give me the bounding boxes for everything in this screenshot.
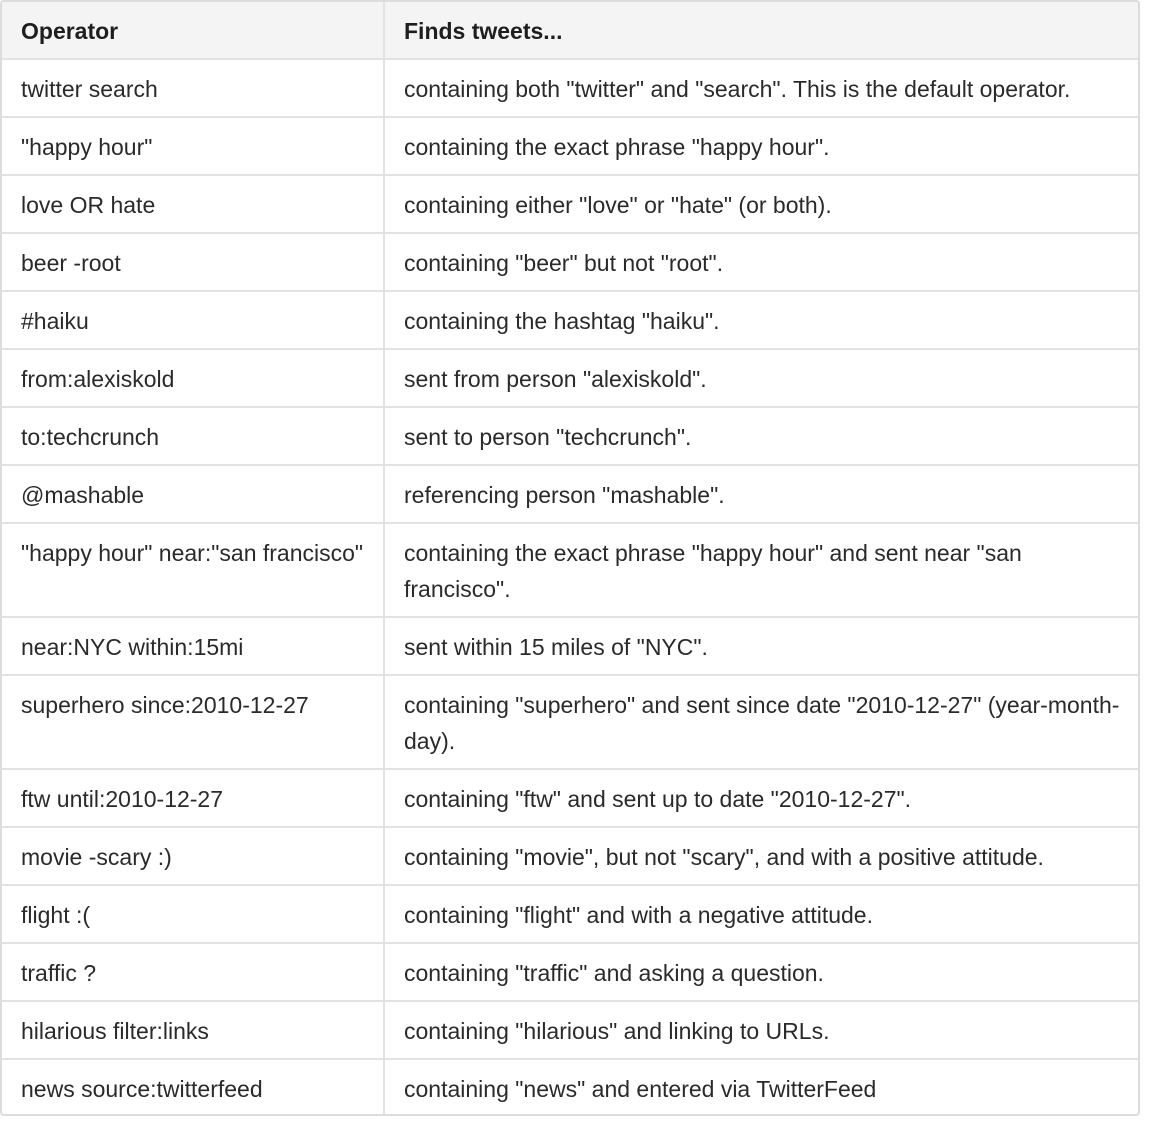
table-row xyxy=(2,1001,1138,1059)
table-row xyxy=(2,465,1138,523)
table-row xyxy=(2,943,1138,1001)
description-cell: containing either "love" or "hate" (or both). xyxy=(384,175,1138,233)
operator-cell: twitter search xyxy=(2,59,384,117)
operator-cell: @mashable xyxy=(2,465,384,523)
table-row xyxy=(2,769,1138,827)
table-body xyxy=(2,59,1138,1116)
table-header xyxy=(2,2,1138,59)
operator-cell: "happy hour" xyxy=(2,117,384,175)
operator-cell: hilarious filter:links xyxy=(2,1001,384,1059)
description-cell: containing "flight" and with a negative attitude. xyxy=(384,885,1138,943)
description-cell: sent to person "techcrunch". xyxy=(384,407,1138,465)
description-cell: containing the hashtag "haiku". xyxy=(384,291,1138,349)
table-row xyxy=(2,523,1138,617)
operator-cell: from:alexiskold xyxy=(2,349,384,407)
table-row xyxy=(2,59,1138,117)
table-row xyxy=(2,175,1138,233)
description-cell: containing "superhero" and sent since date "2010-12-27" (year-month-day). xyxy=(384,675,1138,769)
table-row xyxy=(2,407,1138,465)
header-row xyxy=(2,2,1138,59)
description-cell: referencing person "mashable". xyxy=(384,465,1138,523)
operator-cell: traffic ? xyxy=(2,943,384,1001)
operator-cell: movie -scary :) xyxy=(2,827,384,885)
operator-cell: to:techcrunch xyxy=(2,407,384,465)
header-operator: Operator xyxy=(2,2,384,59)
table-row xyxy=(2,291,1138,349)
description-cell: sent from person "alexiskold". xyxy=(384,349,1138,407)
description-cell: containing "movie", but not "scary", and with a positive attitude. xyxy=(384,827,1138,885)
table-row xyxy=(2,885,1138,943)
description-cell: containing "beer" but not "root". xyxy=(384,233,1138,291)
table-row xyxy=(2,349,1138,407)
description-cell: containing "hilarious" and linking to URLs. xyxy=(384,1001,1138,1059)
operator-cell: ftw until:2010-12-27 xyxy=(2,769,384,827)
description-cell: containing "news" and entered via TwitterFeed xyxy=(404,1076,877,1102)
description-cell: containing the exact phrase "happy hour". xyxy=(384,117,1138,175)
table-row xyxy=(2,675,1138,769)
operator-cell: flight :( xyxy=(2,885,384,943)
operator-cell: love OR hate xyxy=(2,175,384,233)
table-row xyxy=(2,117,1138,175)
operator-cell: news source:twitterfeed xyxy=(2,1059,384,1116)
operator-cell: beer -root xyxy=(2,233,384,291)
table-row xyxy=(2,617,1138,675)
header-finds-tweets: Finds tweets... xyxy=(384,2,1138,59)
table-row xyxy=(2,827,1138,885)
description-cell: containing "ftw" and sent up to date "2010-12-27". xyxy=(384,769,1138,827)
description-cell: containing both "twitter" and "search". This is the default operator. xyxy=(384,59,1138,117)
operator-cell: #haiku xyxy=(2,291,384,349)
search-operators-table xyxy=(2,2,1138,1116)
table-row xyxy=(2,1059,1138,1116)
table-row xyxy=(2,233,1138,291)
description-cell: containing the exact phrase "happy hour" and sent near "san francisco". xyxy=(384,523,1138,617)
operator-cell: superhero since:2010-12-27 xyxy=(2,675,384,769)
operator-cell: near:NYC within:15mi xyxy=(2,617,384,675)
operator-cell: "happy hour" near:"san francisco" xyxy=(2,523,384,617)
description-cell: sent within 15 miles of "NYC". xyxy=(384,617,1138,675)
description-cell: containing "traffic" and asking a question. xyxy=(384,943,1138,1001)
